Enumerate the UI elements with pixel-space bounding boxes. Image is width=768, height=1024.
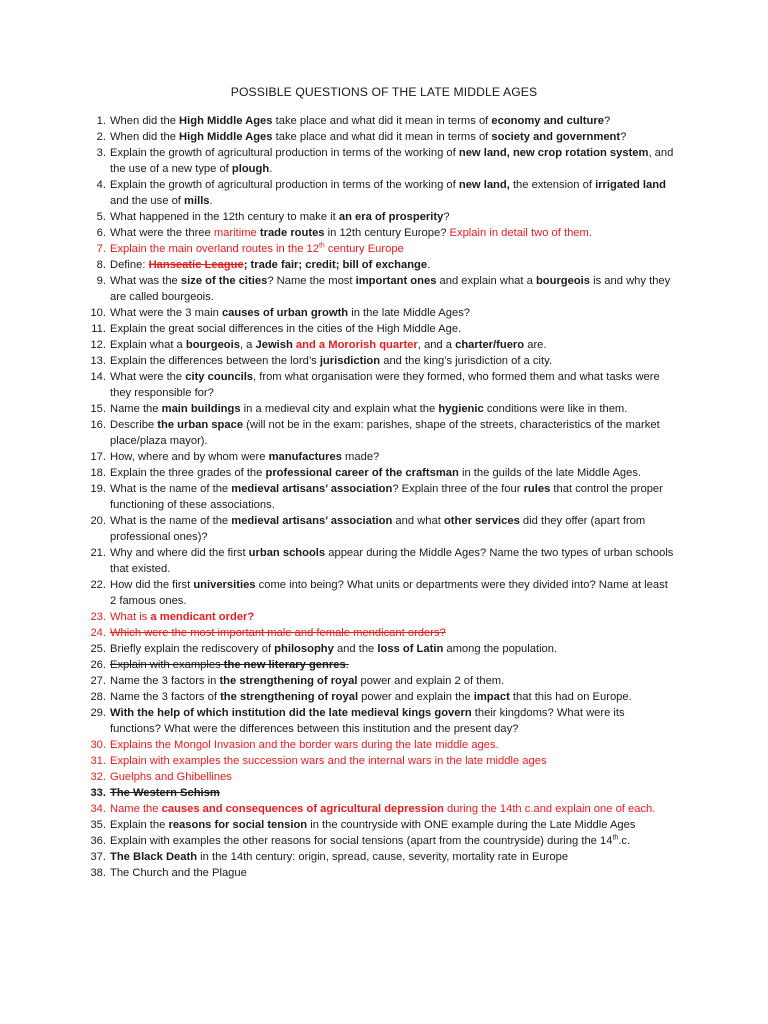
question-number: 18. [90, 467, 106, 479]
text-segment: in the guilds of the late Middle Ages. [458, 467, 642, 479]
text-segment: made? [341, 451, 380, 463]
text-segment: the strengthening of royal [219, 675, 358, 687]
text-segment: ? Name the most [267, 275, 356, 287]
text-segment: Explain in detail two of them. [449, 227, 592, 239]
question-text [110, 691, 632, 703]
question-item [86, 369, 676, 401]
question-item [86, 865, 676, 881]
text-segment: Briefly explain the rediscovery of [110, 643, 275, 655]
text-segment: important ones [355, 275, 437, 287]
text-segment: Explain with examples the other reasons for social tensions (apart from the countryside) during the 14 [110, 835, 613, 847]
question-item [86, 513, 676, 545]
text-segment: ? [603, 115, 611, 127]
text-segment: . [345, 659, 349, 671]
text-segment: What were the three [110, 227, 214, 239]
question-item [86, 753, 676, 769]
text-segment: Describe [110, 419, 158, 431]
text-segment: medieval artisans’ association [231, 515, 393, 527]
question-item [86, 769, 676, 785]
text-segment: in the countryside with ONE example during the Late Middle Ages [307, 819, 636, 831]
question-number: 5. [96, 211, 106, 223]
question-text [110, 419, 660, 447]
question-number: 20. [90, 515, 106, 527]
text-segment: charter/fuero [455, 339, 525, 351]
text-segment: their kingdoms? What were its functions? What were the differences between this institution and the present day? [110, 707, 625, 735]
text-segment: ? Explain three of the four [392, 483, 524, 495]
question-item [86, 849, 676, 865]
question-item [86, 465, 676, 481]
text-segment: in the 14th century: origin, spread, cause, severity, mortality rate in Europe [197, 851, 569, 863]
text-segment: come into being? What units or departments were they divided into? Name at least 2 famous ones. [110, 579, 668, 607]
text-segment: ? [620, 131, 627, 143]
question-text [110, 451, 379, 463]
question-number: 1. [96, 115, 106, 127]
question-number: 30. [90, 739, 106, 751]
text-segment: (will not be in the exam: parishes, shape of the streets, characteristics of the market place/plaza mayor). [110, 419, 660, 447]
text-segment: new land, new crop rotation system [458, 147, 649, 159]
text-segment: . [427, 259, 431, 271]
question-item [86, 449, 676, 465]
text-segment: society and government [491, 131, 621, 143]
question-number: 34. [90, 803, 106, 815]
text-segment: Why and where did the first [110, 547, 249, 559]
text-segment: The Black Death [110, 851, 198, 863]
question-text [110, 371, 660, 399]
question-text [110, 227, 592, 239]
text-segment: and explain what a [436, 275, 536, 287]
text-segment: How did the first [110, 579, 194, 591]
question-item [86, 305, 676, 321]
text-segment: , a [239, 339, 256, 351]
text-segment: Explains the Mongol Invasion and the border wars during the late middle ages. [110, 739, 499, 751]
text-segment: and a Mororish quarter [295, 339, 418, 351]
text-segment: hygienic [438, 403, 484, 415]
question-text [110, 307, 470, 319]
text-segment: Explain the [110, 819, 169, 831]
text-segment: bourgeois [535, 275, 591, 287]
text-segment: that control the proper functioning of these associations. [110, 483, 663, 511]
question-text [110, 643, 557, 655]
question-item [86, 577, 676, 609]
text-segment: new land, [458, 179, 510, 191]
text-segment: the new literary genres [223, 659, 346, 671]
question-number: 9. [96, 275, 106, 287]
superscript: th [318, 242, 325, 250]
text-segment: and the king’s jurisdiction of a city. [380, 355, 552, 367]
question-item [86, 145, 676, 177]
text-segment: What happened in the 12th century to make it [110, 211, 339, 223]
text-segment: professional career of the craftsman [265, 467, 459, 479]
question-item [86, 737, 676, 753]
question-item [86, 401, 676, 417]
question-text [110, 323, 461, 335]
question-number: 31. [90, 755, 106, 767]
text-segment: among the population. [443, 643, 558, 655]
question-text [110, 659, 349, 671]
question-item [86, 833, 676, 849]
text-segment: city councils [185, 371, 254, 383]
question-text [110, 339, 547, 351]
superscript: th [612, 834, 619, 842]
question-text [110, 515, 645, 543]
text-segment: High Middle Ages [179, 115, 273, 127]
question-number: 10. [90, 307, 106, 319]
text-segment: mills [184, 195, 210, 207]
text-segment: With the help of which institution did the late medieval kings govern [110, 707, 472, 719]
text-segment: What was the [110, 275, 181, 287]
question-number: 8. [96, 259, 106, 271]
question-text [110, 131, 626, 143]
text-segment: universities [193, 579, 256, 591]
text-segment: an era of prosperity [338, 211, 444, 223]
text-segment: rules [523, 483, 551, 495]
text-segment: medieval artisans’ association [231, 483, 393, 495]
text-segment: Explain the growth of agricultural production in terms of the working of [110, 147, 459, 159]
text-segment: trade routes [259, 227, 325, 239]
question-item [86, 545, 676, 577]
text-segment: the urban space [157, 419, 244, 431]
question-item [86, 705, 676, 737]
question-number: 27. [90, 675, 106, 687]
question-number: 2. [96, 131, 106, 143]
question-number: 33. [90, 787, 106, 799]
text-segment: , and a [417, 339, 456, 351]
text-segment: philosophy [274, 643, 334, 655]
question-text [110, 611, 254, 623]
text-segment: Explain the three grades of the [110, 467, 266, 479]
text-segment: impact [473, 691, 510, 703]
question-number: 16. [90, 419, 106, 431]
question-text [110, 275, 670, 303]
text-segment: did they offer (apart from professional ones)? [110, 515, 646, 543]
question-number: 12. [90, 339, 106, 351]
question-item [86, 641, 676, 657]
text-segment: When did the [110, 131, 180, 143]
text-segment: What were the 3 main [110, 307, 222, 319]
text-segment: conditions were like in them. [483, 403, 628, 415]
text-segment: irrigated land [595, 179, 666, 191]
text-segment: . [269, 163, 273, 175]
text-segment: . [209, 195, 213, 207]
text-segment: a mendicant order? [150, 611, 255, 623]
text-segment: Name the [110, 803, 162, 815]
question-text [110, 707, 625, 735]
question-text [110, 403, 627, 415]
text-segment: Hanseatic League [148, 259, 244, 271]
text-segment: What is [110, 611, 151, 623]
text-segment: High Middle Ages [179, 131, 273, 143]
text-segment: in the late Middle Ages? [348, 307, 471, 319]
text-segment: Which were the most important male and female mendicant orders? [110, 627, 446, 639]
text-segment: Explain with examples [110, 659, 224, 671]
text-segment: size of the cities [180, 275, 268, 287]
text-segment: in 12th century Europe? [324, 227, 450, 239]
question-number: 38. [90, 867, 106, 879]
question-item [86, 609, 676, 625]
text-segment: Explain the great social differences in the cities of the High Middle Age. [110, 323, 462, 335]
text-segment: is and why they are called bourgeois. [110, 275, 671, 303]
question-text [110, 851, 568, 863]
question-text [110, 179, 666, 207]
text-segment: take place and what did it mean in terms of [272, 115, 492, 127]
text-segment: Jewish [255, 339, 293, 351]
text-segment: Guelphs and Ghibellines [110, 771, 232, 783]
text-segment: power and explain the [358, 691, 474, 703]
text-segment: economy and culture [491, 115, 604, 127]
text-segment: main buildings [161, 403, 241, 415]
text-segment: , from what organisation were they formed, who formed them and what tasks were they responsible for? [110, 371, 660, 399]
text-segment: .c. [618, 835, 631, 847]
question-number: 15. [90, 403, 106, 415]
text-segment: Explain with examples the succession wars and the internal wars in the late middle ages [110, 755, 547, 767]
question-text [110, 243, 404, 255]
question-number: 29. [90, 707, 106, 719]
text-segment: How, where and by whom were [110, 451, 269, 463]
question-number: 36. [90, 835, 106, 847]
text-segment: Explain the differences between the lord’s [110, 355, 320, 367]
question-list [86, 113, 676, 881]
text-segment: maritime [213, 227, 257, 239]
question-text [110, 803, 655, 815]
text-segment: manufactures [268, 451, 342, 463]
question-item [86, 113, 676, 129]
question-text [110, 547, 673, 575]
document-title: POSSIBLE QUESTIONS OF THE LATE MIDDLE AGES [230, 85, 538, 99]
text-segment: century Europe [324, 243, 404, 255]
text-segment: The Church and the Plague [110, 867, 247, 879]
question-text [110, 211, 450, 223]
text-segment: the strengthening of royal [220, 691, 359, 703]
text-segment: plough [231, 163, 270, 175]
question-text [110, 259, 430, 271]
text-segment: Name the [110, 403, 162, 415]
question-item [86, 481, 676, 513]
text-segment: that this had on Europe. [509, 691, 632, 703]
text-segment: the extension of [509, 179, 596, 191]
question-item [86, 689, 676, 705]
text-segment: loss of Latin [377, 643, 444, 655]
question-number: 26. [90, 659, 106, 671]
question-number: 3. [96, 147, 106, 159]
question-number: 4. [96, 179, 106, 191]
question-number: 32. [90, 771, 106, 783]
question-item [86, 321, 676, 337]
question-item [86, 785, 676, 801]
text-segment: What were the [110, 371, 186, 383]
text-segment: other services [443, 515, 520, 527]
question-number: 28. [90, 691, 106, 703]
text-segment: and the [333, 643, 378, 655]
question-number: 6. [96, 227, 106, 239]
text-segment: Explain what a [110, 339, 186, 351]
text-segment: take place and what did it mean in terms of [272, 131, 492, 143]
question-item [86, 129, 676, 145]
text-segment: Name the 3 factors in [110, 675, 220, 687]
text-segment: causes of urban growth [221, 307, 349, 319]
question-item [86, 209, 676, 225]
text-segment: Name the 3 factors of [110, 691, 221, 703]
text-segment: When did the [110, 115, 180, 127]
question-text [110, 819, 635, 831]
question-number: 7. [96, 243, 106, 255]
text-segment: Explain the growth of agricultural production in terms of the working of [110, 179, 459, 191]
question-number: 11. [91, 323, 106, 335]
question-number: 25. [90, 643, 106, 655]
text-segment: during the 14th c.and explain one of each. [443, 803, 656, 815]
question-number: 35. [90, 819, 106, 831]
question-text [110, 835, 630, 847]
text-segment: What is the name of the [110, 483, 232, 495]
text-segment: are. [524, 339, 547, 351]
question-text [110, 675, 504, 687]
question-text [110, 579, 668, 607]
question-item [86, 273, 676, 305]
question-number: 37. [90, 851, 106, 863]
question-text [110, 739, 499, 751]
text-segment: jurisdiction [319, 355, 381, 367]
text-segment: What is the name of the [110, 515, 232, 527]
question-text [110, 355, 552, 367]
text-segment: appear during the Middle Ages? Name the two types of urban schools that existed. [110, 547, 674, 575]
question-text [110, 627, 446, 639]
question-text [110, 787, 220, 799]
text-segment: , and the use of a new type of [110, 147, 674, 175]
question-item [86, 801, 676, 817]
text-segment: bourgeois [185, 339, 240, 351]
question-number: 23. [90, 611, 106, 623]
question-number: 24. [90, 627, 106, 639]
text-segment: ; trade fair; credit; bill of exchange [243, 259, 428, 271]
question-text [110, 147, 673, 175]
question-number: 22. [90, 579, 106, 591]
question-number: 17. [90, 451, 106, 463]
question-text [110, 771, 232, 783]
question-item [86, 257, 676, 273]
question-item [86, 225, 676, 241]
question-number: 14. [90, 371, 106, 383]
question-item [86, 241, 676, 257]
question-text [110, 467, 641, 479]
text-segment: in a medieval city and explain what the [240, 403, 439, 415]
question-item [86, 353, 676, 369]
question-number: 21. [90, 547, 106, 559]
question-text [110, 867, 247, 879]
question-item [86, 625, 676, 641]
text-segment: Explain the main overland routes in the 12 [110, 243, 319, 255]
text-segment: urban schools [248, 547, 326, 559]
question-text [110, 483, 663, 511]
question-item [86, 657, 676, 673]
text-segment: and what [392, 515, 444, 527]
text-segment: reasons for social tension [168, 819, 308, 831]
text-segment: ? [443, 211, 450, 223]
question-text [110, 115, 610, 127]
question-item [86, 673, 676, 689]
text-segment: causes and consequences of agricultural depression [161, 803, 444, 815]
question-item [86, 177, 676, 209]
text-segment: and the use of [110, 195, 185, 207]
text-segment: Define: [110, 259, 149, 271]
question-number: 13. [90, 355, 106, 367]
question-item [86, 817, 676, 833]
question-text [110, 755, 547, 767]
question-item [86, 337, 676, 353]
question-number: 19. [90, 483, 106, 495]
question-item [86, 417, 676, 449]
text-segment: power and explain 2 of them. [357, 675, 505, 687]
text-segment: The Western Schism [110, 787, 220, 799]
